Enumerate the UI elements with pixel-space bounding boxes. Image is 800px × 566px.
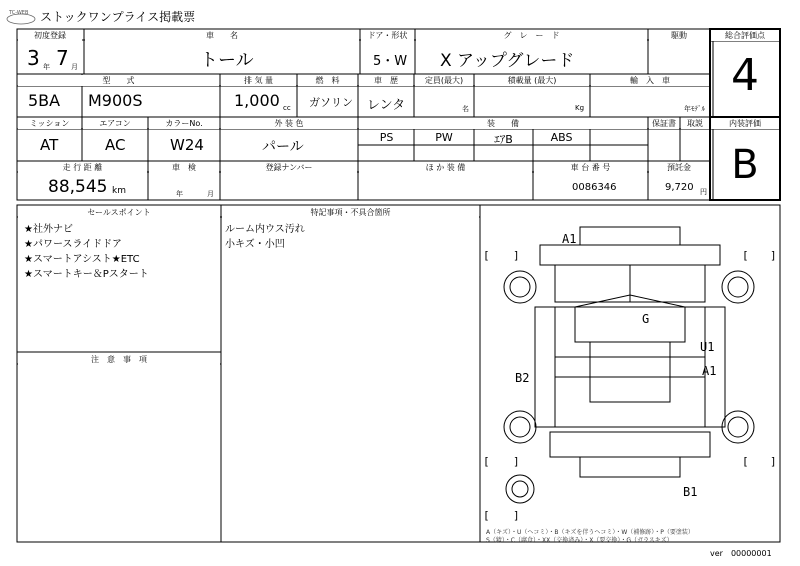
damage-mark: A1	[562, 232, 577, 246]
damage-legend-line1: A（キズ）・U（ヘコミ）・B（キズを伴うヘコミ）・W（補修跡）・P（要塗装）	[486, 529, 694, 536]
damage-mark: A1	[702, 364, 717, 378]
aircon: AC	[105, 136, 126, 154]
header-mileage: 走 行 距 離	[18, 162, 147, 173]
reg-year-unit: 年	[43, 63, 50, 71]
header-fuel: 燃 料	[298, 75, 357, 86]
damage-mark: B2	[515, 371, 530, 385]
header-other-equipment: ほ か 装 備	[359, 162, 532, 173]
reg-month: 7	[56, 46, 69, 70]
header-caution: 注 意 事 項	[18, 354, 220, 365]
header-deposit: 預託金	[649, 162, 709, 173]
version: ver 00000001	[710, 549, 772, 558]
reg-month-unit: 月	[71, 63, 78, 71]
damage-mark: G	[642, 312, 650, 326]
deposit-unit: 円	[700, 188, 707, 196]
sales-points-list	[24, 222, 149, 282]
inspection-year-unit: 年	[176, 190, 183, 198]
history: レンタ	[367, 98, 406, 113]
fuel: ガソリン	[309, 96, 353, 109]
chassis-number: 0086346	[572, 182, 617, 193]
logo-text: TC-WEB	[9, 10, 29, 16]
header-sales-points: セールスポイント	[18, 207, 220, 218]
color-no: W24	[170, 136, 204, 154]
header-first-registration: 初度登録	[18, 30, 82, 41]
svg-text:[: [	[483, 249, 490, 262]
notes-list	[225, 222, 305, 252]
header-car-name: 車 名	[85, 30, 359, 41]
load-unit: Kg	[575, 104, 585, 112]
score-value: 4	[731, 50, 759, 101]
inspection-month-unit: 月	[207, 190, 214, 198]
list-item: ★スマートキー＆Pスタート	[24, 269, 149, 280]
header-load: 積載量 (最大)	[475, 75, 589, 86]
header-equipment: 装 備	[359, 118, 647, 129]
header-grade: グ レ ー ド	[416, 30, 647, 41]
header-door-shape: ドア・形状	[361, 30, 414, 41]
header-plate: 登録ナンバー	[221, 162, 357, 173]
displacement-unit: cc	[283, 104, 291, 112]
model-code: M900S	[88, 91, 143, 110]
svg-text:]: ]	[513, 509, 520, 522]
svg-text:]: ]	[770, 455, 777, 468]
import-unit: 年ﾓﾃﾞﾙ	[684, 105, 705, 113]
list-item: ★パワースライドドア	[24, 239, 122, 250]
header-inspection: 車 検	[149, 162, 219, 173]
svg-text:[: [	[742, 249, 749, 262]
equip-ps: PS	[379, 131, 394, 144]
equip-pw: PW	[435, 131, 453, 144]
header-color-no: カラーNo.	[149, 118, 219, 129]
header-exterior: 外 装 色	[221, 118, 357, 129]
interior-score: B	[731, 142, 759, 188]
svg-text:[: [	[483, 509, 490, 522]
exterior-color: パール	[262, 139, 304, 155]
svg-text:]: ]	[513, 455, 520, 468]
reg-year: 3	[27, 46, 40, 70]
capacity-unit: 名	[462, 105, 469, 113]
deposit: 9,720	[665, 182, 694, 193]
header-notes: 特記事項・不具合箇所	[222, 207, 479, 218]
model-prefix: 5BA	[28, 91, 61, 110]
header-interior: 内装評価	[711, 118, 779, 129]
header-aircon: エアコン	[83, 118, 147, 129]
header-capacity: 定員(最大)	[415, 75, 473, 86]
car-name: トール	[200, 50, 254, 71]
svg-text:[: [	[483, 455, 490, 468]
header-score: 総合評価点	[711, 30, 779, 41]
equip-abs: ABS	[550, 131, 573, 144]
list-item: ルーム内ウス汚れ	[225, 224, 305, 235]
car-damage-diagram	[480, 217, 780, 527]
damage-mark: U1	[700, 340, 715, 354]
header-history: 車 歴	[359, 75, 413, 86]
damage-mark: B1	[683, 485, 698, 499]
list-item: 小キズ・小凹	[225, 239, 285, 250]
page-title: ストックワンプライス掲載票	[40, 10, 196, 24]
svg-text:[: [	[742, 455, 749, 468]
header-chassis: 車 台 番 号	[534, 162, 647, 173]
header-displacement: 排 気 量	[221, 75, 296, 86]
mileage-unit: km	[112, 186, 126, 196]
header-model: 型 式	[18, 75, 219, 86]
damage-legend-line2: S（錆）・C（腐食）・XX（交換済み）・X（要交換）・G（ガラスキズ）	[486, 537, 673, 544]
svg-text:]: ]	[770, 249, 777, 262]
mileage: 88,545	[48, 177, 108, 197]
grade: X アップグレード	[440, 51, 575, 71]
list-item: ★社外ナビ	[24, 224, 73, 235]
header-drive: 駆動	[649, 30, 709, 41]
header-manual: 取説	[681, 118, 709, 129]
mission: AT	[40, 136, 59, 154]
door-shape: 5・W	[373, 54, 408, 69]
list-item: ★スマートアシスト★ETC	[24, 254, 140, 265]
svg-text:]: ]	[513, 249, 520, 262]
equip-airbag: ｴｱB	[494, 133, 513, 146]
header-mission: ミッション	[18, 118, 81, 129]
header-import: 輸 入 車	[591, 75, 709, 86]
displacement: 1,000	[234, 91, 280, 110]
header-warranty: 保証書	[649, 118, 679, 129]
